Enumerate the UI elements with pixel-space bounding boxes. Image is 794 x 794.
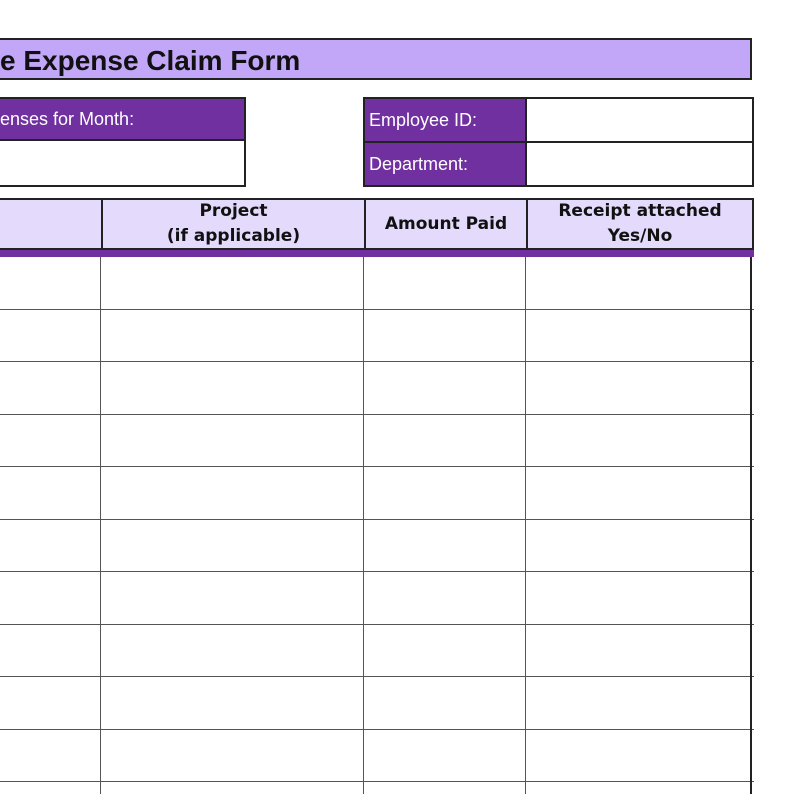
form-title: e Expense Claim Form [0, 45, 301, 76]
expense-table [0, 198, 754, 794]
table-row [0, 520, 754, 573]
cell-amount-paid[interactable] [364, 572, 526, 624]
cell-receipt[interactable] [526, 257, 750, 309]
department-label: Department: [363, 141, 527, 187]
table-row [0, 467, 754, 520]
cell-amount-paid[interactable] [364, 625, 526, 677]
header-divider [0, 250, 754, 257]
table-row [0, 362, 754, 415]
cell-project[interactable] [101, 677, 364, 729]
cell-amount-paid[interactable] [364, 415, 526, 467]
cell-description[interactable] [0, 520, 101, 572]
cell-project[interactable] [101, 467, 364, 519]
cell-description[interactable] [0, 782, 101, 794]
employee-id-label: Employee ID: [363, 97, 527, 143]
column-header-amount-paid-label: Amount Paid [384, 213, 508, 234]
cell-amount-paid[interactable] [364, 257, 526, 309]
cell-amount-paid[interactable] [364, 362, 526, 414]
cell-receipt[interactable] [526, 782, 750, 794]
table-row [0, 572, 754, 625]
cell-project[interactable] [101, 520, 364, 572]
table-row [0, 625, 754, 678]
cell-amount-paid[interactable] [364, 310, 526, 362]
column-header-project-line2: (if applicable) [166, 226, 301, 246]
cell-project[interactable] [101, 310, 364, 362]
cell-receipt[interactable] [526, 625, 750, 677]
employee-id-input[interactable] [525, 97, 754, 143]
month-label-box [0, 97, 246, 141]
title-bar [0, 38, 752, 80]
column-header-receipt-line2: Yes/No [607, 226, 673, 246]
cell-description[interactable] [0, 625, 101, 677]
column-header-receipt [528, 200, 752, 248]
table-right-border [750, 257, 752, 794]
column-header-project [103, 200, 366, 248]
cell-project[interactable] [101, 257, 364, 309]
cell-amount-paid[interactable] [364, 520, 526, 572]
column-header-description [0, 200, 103, 248]
table-body [0, 257, 754, 794]
table-row [0, 257, 754, 310]
cell-receipt[interactable] [526, 362, 750, 414]
cell-description[interactable] [0, 467, 101, 519]
month-label: enses for Month: [0, 109, 135, 129]
column-header-receipt-line1: Receipt attached [558, 201, 722, 221]
table-row [0, 310, 754, 363]
cell-amount-paid[interactable] [364, 467, 526, 519]
cell-receipt[interactable] [526, 415, 750, 467]
cell-description[interactable] [0, 572, 101, 624]
table-row [0, 730, 754, 783]
cell-project[interactable] [101, 572, 364, 624]
cell-receipt[interactable] [526, 467, 750, 519]
cell-receipt[interactable] [526, 520, 750, 572]
cell-receipt[interactable] [526, 730, 750, 782]
cell-description[interactable] [0, 310, 101, 362]
cell-project[interactable] [101, 625, 364, 677]
month-input[interactable] [0, 139, 246, 187]
table-row [0, 782, 754, 794]
cell-amount-paid[interactable] [364, 677, 526, 729]
cell-receipt[interactable] [526, 677, 750, 729]
cell-description[interactable] [0, 677, 101, 729]
cell-description[interactable] [0, 362, 101, 414]
cell-description[interactable] [0, 257, 101, 309]
cell-project[interactable] [101, 362, 364, 414]
cell-description[interactable] [0, 730, 101, 782]
cell-amount-paid[interactable] [364, 730, 526, 782]
table-header [0, 198, 754, 250]
cell-receipt[interactable] [526, 572, 750, 624]
cell-receipt[interactable] [526, 310, 750, 362]
cell-amount-paid[interactable] [364, 782, 526, 794]
column-header-project-line1: Project [199, 201, 268, 221]
cell-description[interactable] [0, 415, 101, 467]
cell-project[interactable] [101, 782, 364, 794]
department-input[interactable] [525, 141, 754, 187]
cell-project[interactable] [101, 415, 364, 467]
table-row [0, 415, 754, 468]
column-header-amount-paid [366, 200, 528, 248]
cell-project[interactable] [101, 730, 364, 782]
table-row [0, 677, 754, 730]
